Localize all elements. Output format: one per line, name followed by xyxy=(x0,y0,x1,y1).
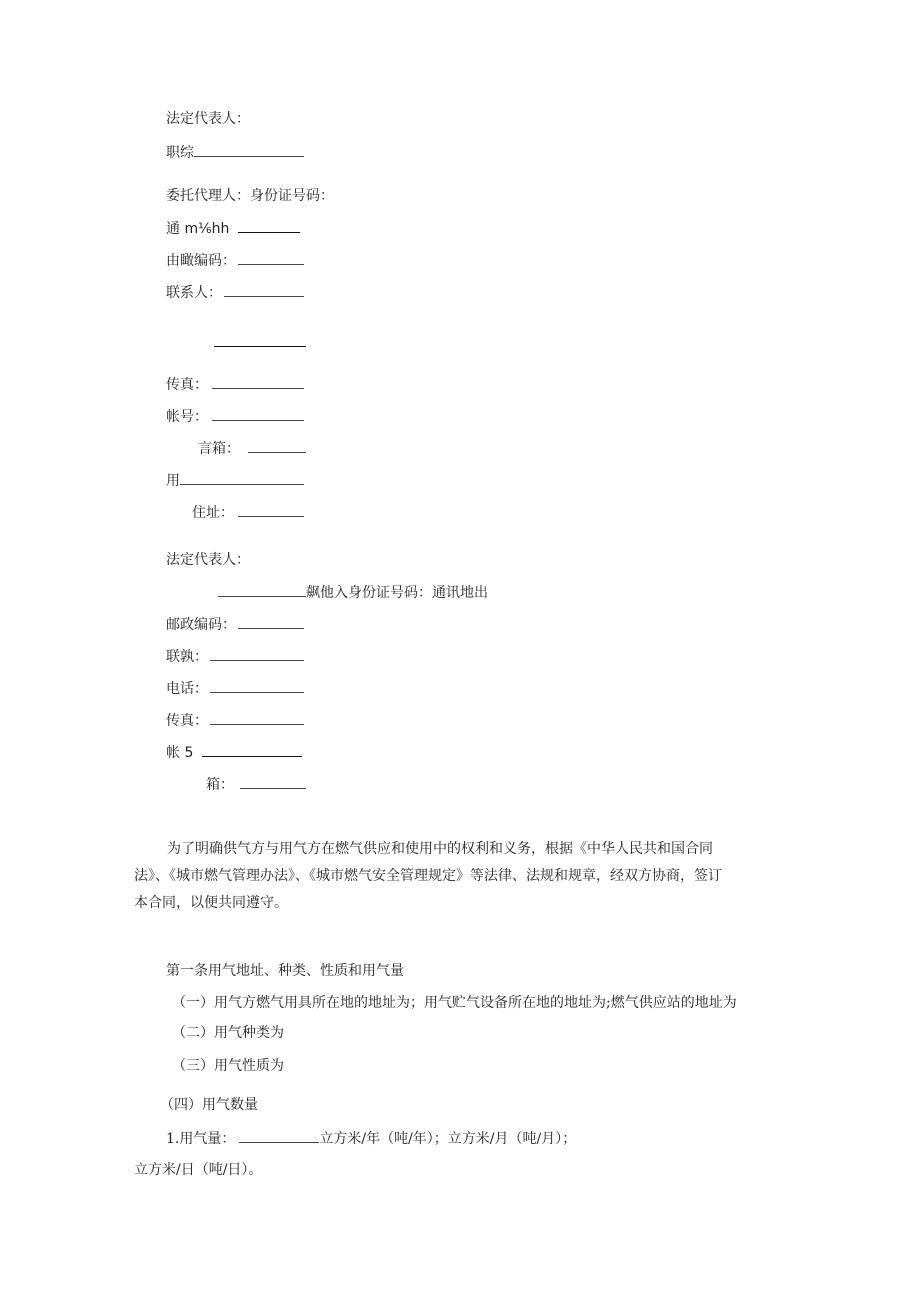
party-b-phone-row xyxy=(166,678,304,699)
party-b-account-field[interactable] xyxy=(202,742,302,757)
preamble-line-2: 法》、《城市燃气管理办法》、《城市燃气安全管理规定》等法律、法规和规章，经双方协商，签订 xyxy=(134,868,722,884)
party-b-email-field[interactable] xyxy=(240,774,306,789)
party-a-residence-label: 住址： xyxy=(192,505,234,521)
preamble-line-1 xyxy=(134,836,794,863)
party-a-fax-field[interactable] xyxy=(212,374,304,389)
party-a-contact-label: 联系人： xyxy=(166,285,222,301)
party-a-postcode-label: 由瞰编码： xyxy=(166,253,236,269)
party-b-agent-label: 飙他入身份证号码：通讯地出 xyxy=(306,585,488,601)
party-b-phone-label: 电话： xyxy=(166,681,208,697)
party-a-title-label: 职综 xyxy=(166,145,194,161)
preamble-line-1-text: 为了明确供气方与用气方在燃气供应和使用中的权利和义务，根据《中华人民共和国合同 xyxy=(167,841,713,857)
party-b-contact-field[interactable] xyxy=(210,646,304,661)
article-1-item-3: （三）用气性质为 xyxy=(172,1058,284,1074)
party-a-account-row xyxy=(166,406,304,427)
party-b-email-row xyxy=(206,774,306,795)
party-b-fax-label: 传真： xyxy=(166,713,208,729)
article-1-item-4: （四）用气数量 xyxy=(160,1097,258,1113)
party-a-contact-field[interactable] xyxy=(224,282,304,297)
party-a-email-row xyxy=(198,438,306,459)
party-a-address-field[interactable] xyxy=(238,218,300,233)
party-b-phone-field[interactable] xyxy=(210,678,304,693)
party-a-use-row xyxy=(166,470,304,491)
party-b-contact-label: 联孰： xyxy=(166,649,208,665)
party-a-title-row xyxy=(166,142,304,163)
party-a-address-label: 通 m⅙hh xyxy=(166,221,230,237)
article-1-heading: 第一条用气地址、种类、性质和用气量 xyxy=(166,963,404,979)
preamble-line-3: 本合同，以便共同遵守。 xyxy=(134,895,288,911)
party-b-account-row xyxy=(166,742,302,763)
party-a-postcode-row xyxy=(166,250,304,271)
party-a-agent-label: 委托代理人：身份证号码： xyxy=(166,188,334,204)
party-a-residence-field[interactable] xyxy=(238,502,304,517)
party-b-legal-rep-label: 法定代表人： xyxy=(166,552,250,568)
party-a-phone-row xyxy=(214,332,306,353)
party-a-address-row xyxy=(166,218,300,239)
party-a-legal-rep-label: 法定代表人： xyxy=(166,111,250,127)
party-a-fax-row xyxy=(166,374,304,395)
gas-quantity-row xyxy=(166,1128,576,1149)
party-b-postcode-field[interactable] xyxy=(238,614,304,629)
party-b-postcode-label: 邮政编码： xyxy=(166,617,236,633)
party-b-account-label: 帐 5 xyxy=(166,745,194,761)
party-b-fax-row xyxy=(166,710,304,731)
party-a-title-field[interactable] xyxy=(194,142,304,157)
party-b-agent-row xyxy=(218,582,488,603)
party-a-fax-label: 传真： xyxy=(166,377,208,393)
party-a-contact-row xyxy=(166,282,304,303)
article-1-item-2: （二）用气种类为 xyxy=(172,1025,284,1041)
party-b-email-label: 箱： xyxy=(206,777,234,793)
party-a-phone-field[interactable] xyxy=(214,332,306,347)
party-a-use-label: 用 xyxy=(166,473,180,489)
party-b-postcode-row xyxy=(166,614,304,635)
party-a-residence-row xyxy=(192,502,304,523)
party-a-email-field[interactable] xyxy=(248,438,306,453)
gas-quantity-field[interactable] xyxy=(239,1128,319,1143)
party-a-postcode-field[interactable] xyxy=(238,250,304,265)
party-b-agent-field[interactable] xyxy=(218,582,306,597)
preamble-paragraph xyxy=(134,836,794,917)
article-1-item-1: （一）用气方燃气用具所在地的地址为；用气贮气设备所在地的地址为;燃气供应站的地址为 xyxy=(172,995,737,1011)
party-a-account-label: 帐号： xyxy=(166,409,208,425)
party-b-fax-field[interactable] xyxy=(210,710,304,725)
gas-quantity-units-daily: 立方米/日（吨/日）。 xyxy=(134,1162,263,1178)
party-b-contact-row xyxy=(166,646,304,667)
party-a-use-field[interactable] xyxy=(180,470,304,485)
gas-quantity-label: 1.用气量： xyxy=(166,1131,236,1147)
gas-quantity-units: 立方米/年（吨/年）；立方米/月（吨/月）； xyxy=(319,1131,577,1147)
party-a-email-label: 言箱： xyxy=(198,441,240,457)
party-a-account-field[interactable] xyxy=(212,406,304,421)
